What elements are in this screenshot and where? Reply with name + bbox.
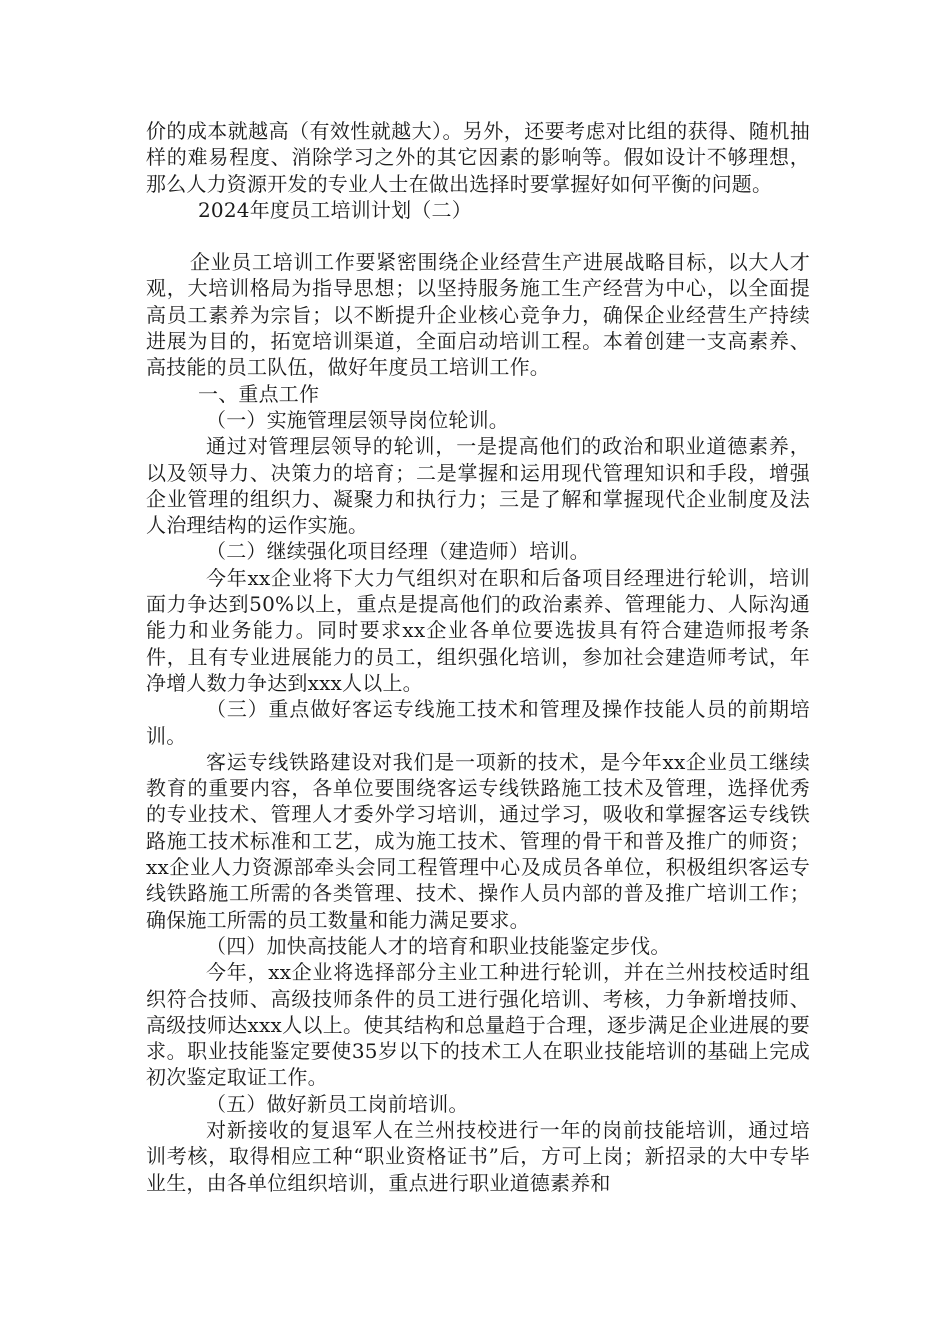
intro-paragraph: 企业员工培训工作要紧密围绕企业经营生产进展战略目标，以大人才观，大培训格局为指导思想；以坚持服务施工生产经营为中心，以全面提高员工素养为宗旨；以不断提升企业核心竞争力，确保企业经营生产持续进展为目的，拓宽培训渠道，全面启动培训工程。本着创建一支高素养、高技能的员工队伍，做好年度员工培训工作。 [146, 250, 810, 380]
subheading-2: （二）继续强化项目经理（建造师）培训。 [206, 539, 590, 564]
paragraph-continuation: 价的成本就越高（有效性就越大）。另外，还要考虑对比组的获得、随机抽样的难易程度、消除学习之外的其它因素的影响等。假如设计不够理想，那么人力资源开发的专业人士在做出选择时要掌握好如何平衡的问题。 [146, 119, 810, 196]
body-paragraph-5: 对新接收的复退军人在兰州技校进行一年的岗前技能培训，通过培训考核，取得相应工种“职业资格证书”后，方可上岗；新招录的大中专毕业生，由各单位组织培训，重点进行职业道德素养和 [146, 1117, 810, 1195]
document-page [146, 118, 810, 1196]
body-paragraph-2: 今年xx企业将下大力气组织对在职和后备项目经理进行轮训，培训面力争达到50%以上，重点是提高他们的政治素养、管理能力、人际沟通能力和业务能力。同时要求xx企业各单位要选拔具有符合建造师报考条件，且有专业进展能力的员工，组织强化培训，参加社会建造师考试，年净增人数力争达到xxx人以上。 [146, 565, 810, 695]
body-paragraph-3: 客运专线铁路建设对我们是一项新的技术，是今年xx企业员工继续教育的重要内容，各单位要围绕客运专线铁路施工技术及管理，选择优秀的专业技术、管理人才委外学习培训，通过学习，吸收和掌握客运专线铁路施工技术标准和工艺，成为施工技术、管理的骨干和普及推广的师资；xx企业人力资源部牵头会同工程管理中心及成员各单位，积极组织客运专线铁路施工所需的各类管理、技术、操作人员内部的普及推广培训工作；确保施工所需的员工数量和能力满足要求。 [146, 749, 810, 932]
document-title: 2024年度员工培训计划（二） [198, 197, 472, 222]
subheading-4: （四）加快高技能人才的培育和职业技能鉴定步伐。 [206, 933, 671, 958]
section-heading-key-work: 一、重点工作 [198, 381, 320, 406]
subheading-3: （三）重点做好客运专线施工技术和管理及操作技能人员的前期培训。 [146, 697, 810, 748]
body-paragraph-4: 今年，xx企业将选择部分主业工种进行轮训，并在兰州技校适时组织符合技师、高级技师条件的员工进行强化培训、考核，力争新增技师、高级技师达xxx人以上。使其结构和总量趋于合理，逐步满足企业进展的要求。职业技能鉴定要使35岁以下的技术工人在职业技能培训的基础上完成初次鉴定取证工作。 [146, 960, 810, 1090]
body-paragraph-1: 通过对管理层领导的轮训，一是提高他们的政治和职业道德素养，以及领导力、决策力的培育；二是掌握和运用现代管理知识和手段，增强企业管理的组织力、凝聚力和执行力；三是了解和掌握现代企业制度及法人治理结构的运作实施。 [146, 434, 810, 538]
subheading-1: （一）实施管理层领导岗位轮训。 [206, 407, 509, 432]
subheading-5: （五）做好新员工岗前培训。 [206, 1091, 469, 1116]
